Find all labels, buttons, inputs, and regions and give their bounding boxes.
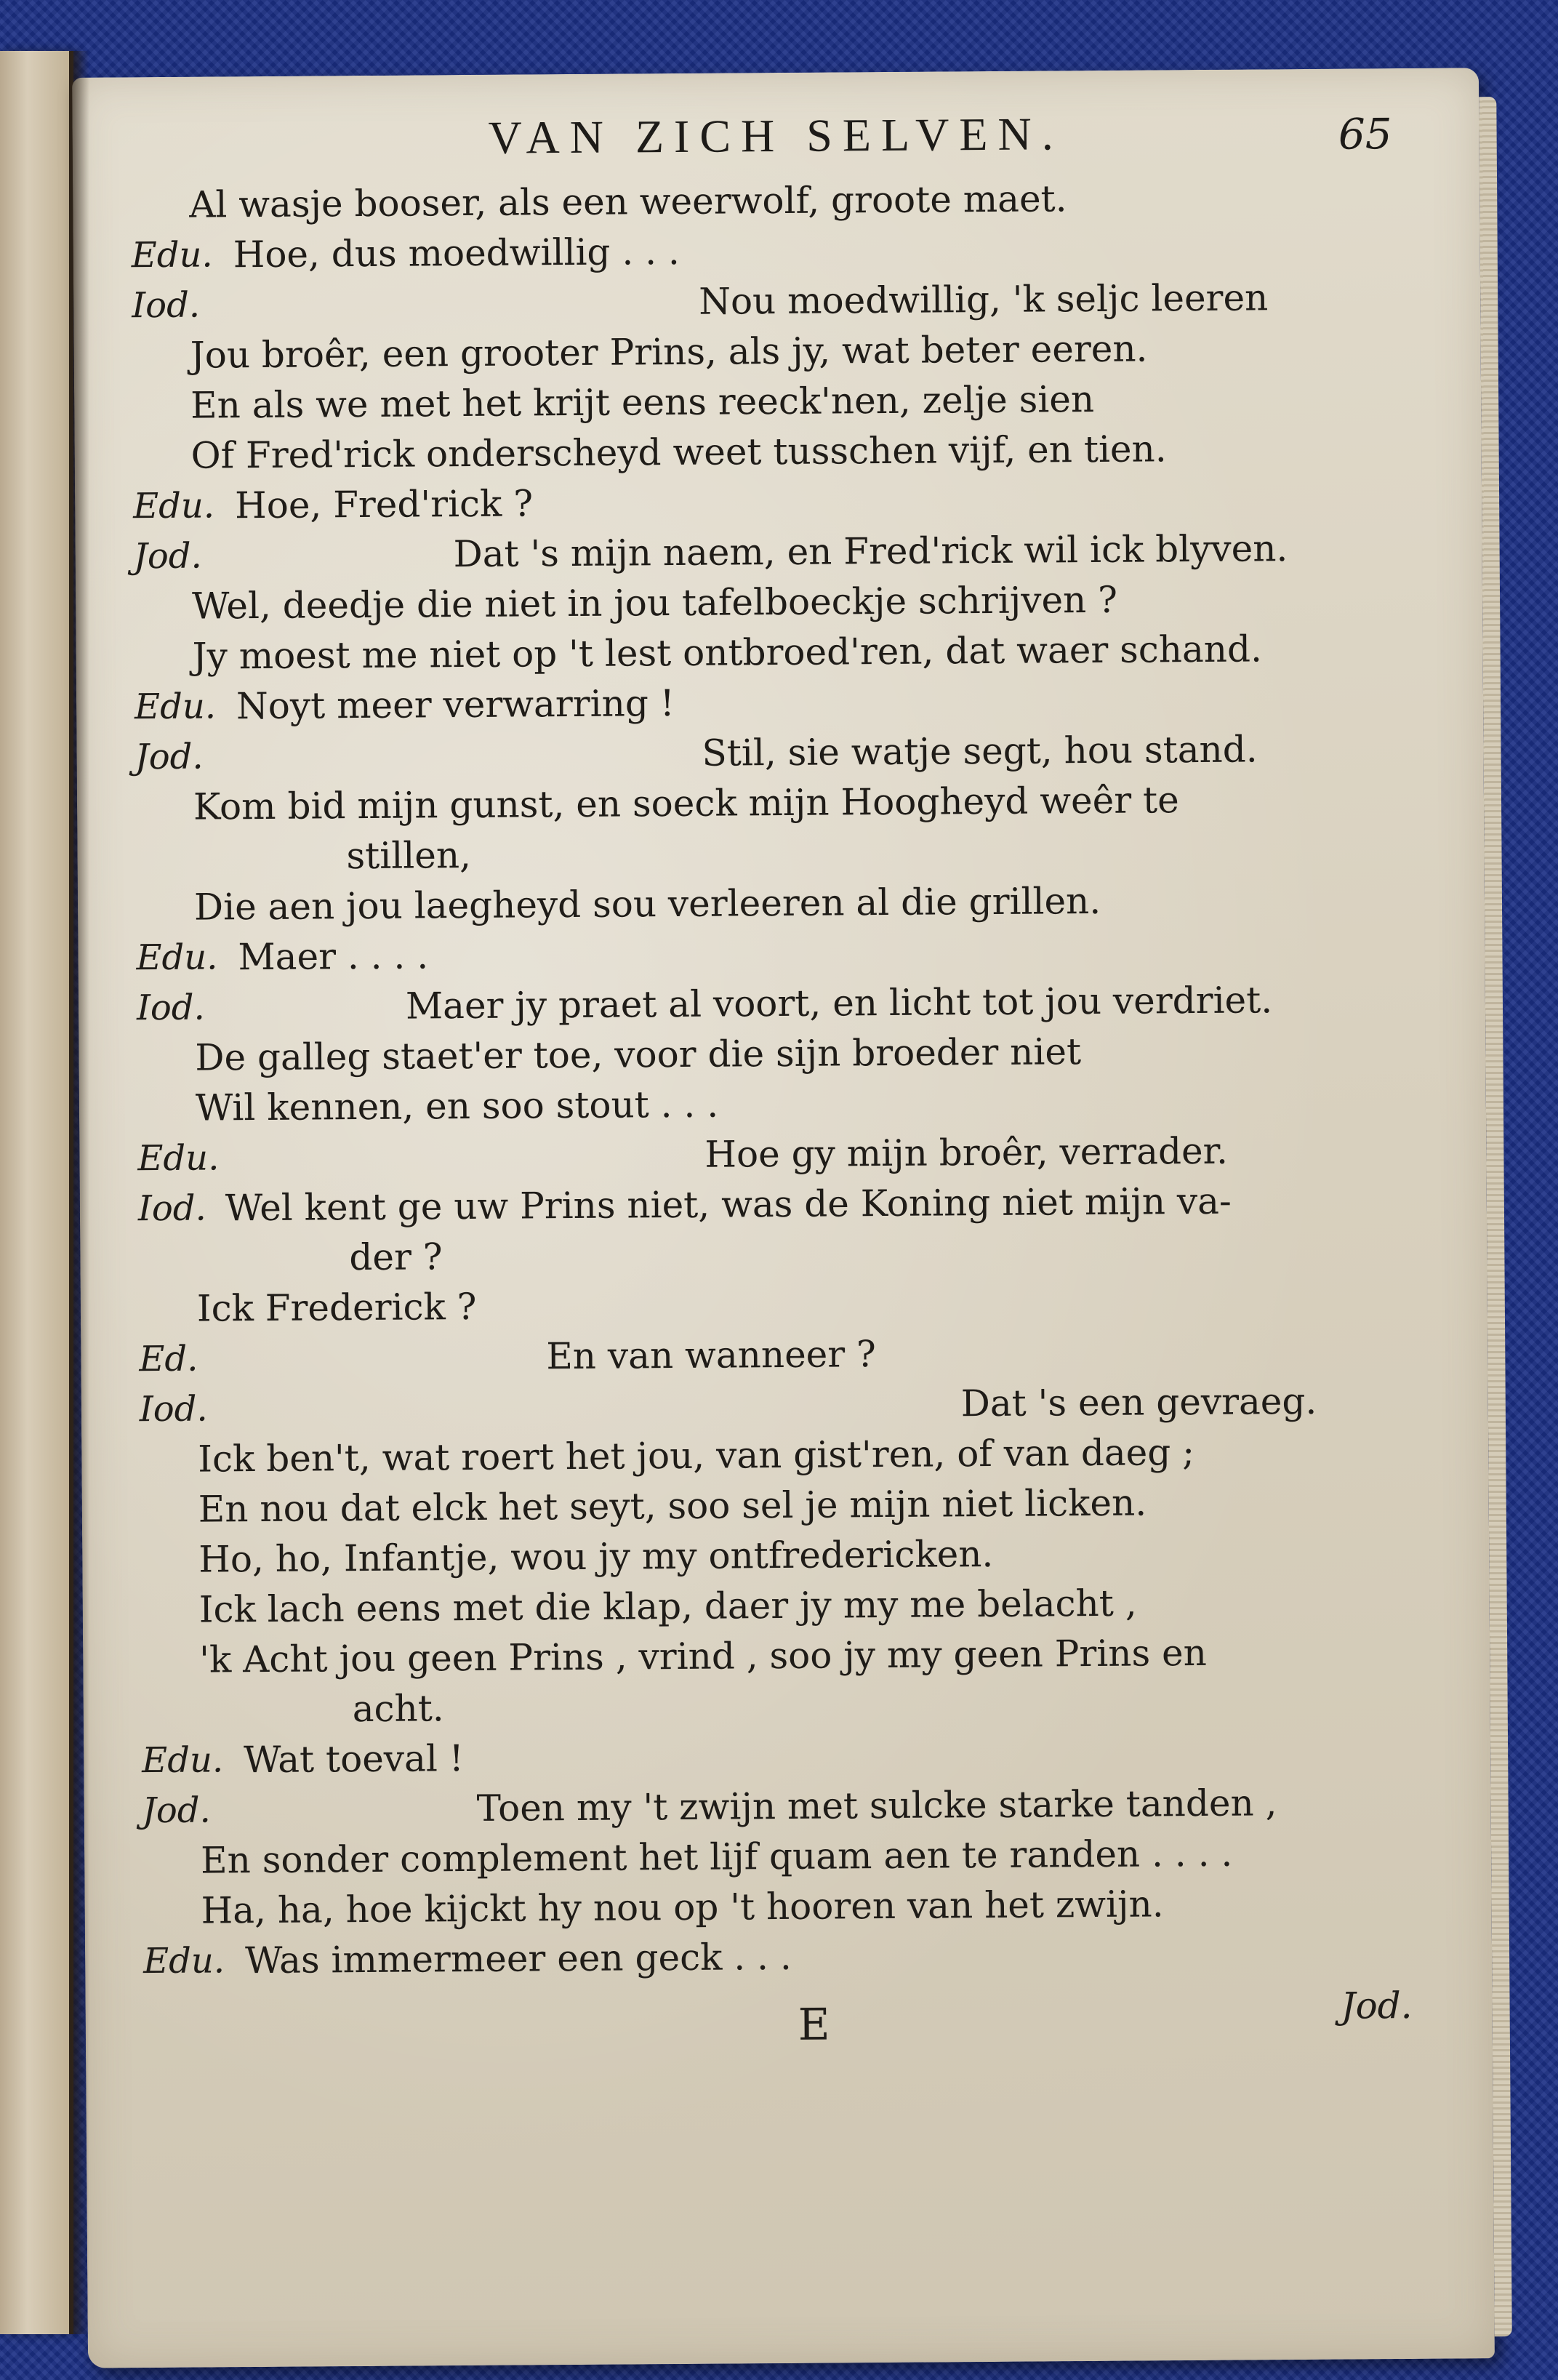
verse-text: Dat 's een gevraeg. <box>960 1379 1317 1425</box>
verse-text: Ick lach eens met die klap, daer jy my me belacht , <box>198 1582 1137 1631</box>
verse-line <box>139 1326 1389 1385</box>
verse-text: Wel, deedje die niet in jou tafelboeckje schrijven ? <box>191 578 1118 628</box>
verse-text: Noyt meer verwarring ! <box>236 682 675 728</box>
speaker-label: Jod. <box>142 1790 211 1832</box>
verse-line <box>140 1426 1390 1485</box>
verse-text: Jou broêr, een grooter Prins, als jy, wat beter eeren. <box>190 327 1148 377</box>
verse-line <box>138 1175 1389 1234</box>
page-number: 65 <box>1338 109 1392 159</box>
play-text <box>131 172 1394 1987</box>
verse-line <box>141 1627 1392 1686</box>
verse-text: Nou moedwillig, 'k seljc leeren <box>698 276 1269 323</box>
verse-line <box>132 372 1383 431</box>
verse-line <box>142 1878 1393 1936</box>
speaker-label: Iod. <box>137 1187 206 1230</box>
verse-line <box>137 1125 1388 1184</box>
book-gutter <box>69 51 89 2334</box>
verse-text: Wel kent ge uw Prins niet, was de Koning niet mijn va- <box>225 1179 1232 1230</box>
verse-text: En sonder complement het lijf quam aen te randen . . . . <box>200 1832 1233 1882</box>
verse-line <box>134 573 1384 632</box>
speaker-label: Edu. <box>141 1739 224 1782</box>
verse-line <box>140 1526 1391 1585</box>
verse-text: Kom bid mijn gunst, en soeck mijn Hoogheyd weêr te <box>193 779 1179 828</box>
speaker-label: Edu. <box>142 1940 225 1982</box>
verse-text: De galleg staet'er toe, voor die sijn broeder niet <box>195 1030 1082 1079</box>
verse-text: Was immermeer een geck . . . <box>244 1935 792 1982</box>
verse-line <box>141 1576 1392 1635</box>
signature-mark: E <box>798 1999 830 2051</box>
verse-text: Hoe, dus moedwillig . . . <box>233 230 680 276</box>
verse-line <box>139 1275 1389 1334</box>
verse-line <box>133 473 1384 532</box>
verse-line <box>132 322 1382 381</box>
verse-text: Maer . . . . <box>238 934 429 979</box>
speaker-label: Edu. <box>137 1137 220 1179</box>
page-stack-edge <box>1479 97 1512 2336</box>
speaker-label: Edu. <box>136 937 218 979</box>
verse-text: Jy moest me niet op 't lest ontbroed'ren, dat waer schand. <box>192 628 1263 678</box>
speaker-label: Iod. <box>139 1388 208 1430</box>
speaker-label: Iod. <box>136 987 205 1029</box>
verse-line <box>136 874 1386 933</box>
verse-line <box>138 1225 1389 1284</box>
verse-line <box>142 1827 1393 1886</box>
verse-text: En als we met het krijt eens reeck'nen, zelje sien <box>190 377 1095 427</box>
turnover-text: stillen, <box>346 833 472 878</box>
verse-text: Wil kennen, en soo stout . . . <box>195 1083 719 1129</box>
speaker-label: Iod. <box>132 284 201 326</box>
verse-line <box>134 673 1385 732</box>
verse-text: Ho, ho, Infantje, wou jy my ontfredericken. <box>198 1532 994 1581</box>
verse-line <box>134 623 1384 682</box>
verse-line <box>132 272 1382 331</box>
verse-line <box>136 924 1386 983</box>
verse-line <box>142 1727 1392 1786</box>
verse-text: Ick ben't, wat roert het jou, van gist'ren, of van daeg ; <box>198 1431 1195 1481</box>
verse-line <box>133 523 1384 582</box>
verse-text: Ha, ha, hoe kijckt hy nou op 't hooren van het zwijn. <box>201 1883 1164 1932</box>
verse-line <box>135 824 1386 883</box>
verse-text: Maer jy praet al voort, en licht tot jou verdriet. <box>405 979 1273 1027</box>
verse-line <box>134 724 1385 782</box>
turnover-text: der ? <box>349 1235 443 1279</box>
verse-text: Hoe gy mijn broêr, verrader. <box>704 1129 1229 1176</box>
verse-text: Hoe, Fred'rick ? <box>234 482 534 527</box>
verse-line <box>135 774 1386 833</box>
verse-text: Stil, sie watje segt, hou stand. <box>702 728 1258 774</box>
verse-line <box>143 1928 1394 1987</box>
speaker-label: Ed. <box>139 1338 198 1380</box>
verse-text: En nou dat elck het seyt, soo sel je mijn niet licken. <box>198 1481 1147 1531</box>
verse-line <box>137 1025 1387 1083</box>
facing-page-edge <box>0 51 73 2334</box>
speaker-label: Jod. <box>134 736 204 778</box>
speaker-label: Edu. <box>131 234 213 276</box>
verse-line <box>142 1777 1392 1836</box>
catchword: Jod. <box>1341 1984 1413 2027</box>
turnover-text: acht. <box>352 1687 444 1731</box>
verse-line <box>140 1376 1390 1435</box>
verse-text: Die aen jou laegheyd sou verleeren al die grillen. <box>193 879 1101 929</box>
speaker-label: Edu. <box>134 686 217 728</box>
verse-line <box>131 222 1381 281</box>
verse-text: Wat toeval ! <box>243 1737 465 1782</box>
verse-text: Ick Frederick ? <box>196 1285 477 1330</box>
verse-text: 'k Acht jou geen Prins , vrind , soo jy my geen Prins en <box>199 1631 1208 1681</box>
verse-line <box>131 172 1381 231</box>
verse-text: Dat 's mijn naem, en Fred'rick wil ick blyven. <box>453 527 1288 576</box>
verse-line <box>137 974 1387 1033</box>
speaker-label: Edu. <box>132 485 215 527</box>
verse-text: Al wasje booser, als een weerwolf, groote maet. <box>189 177 1067 226</box>
speaker-label: Jod. <box>133 535 202 577</box>
verse-line <box>132 422 1383 481</box>
verse-text: En van wanneer ? <box>546 1333 877 1378</box>
book-page <box>72 68 1495 2368</box>
verse-text: Of Fred'rick onderscheyd weet tusschen vijf, en tien. <box>190 428 1167 477</box>
verse-line <box>137 1075 1388 1134</box>
verse-line <box>140 1476 1391 1535</box>
verse-text: Toen my 't zwijn met sulcke starke tanden , <box>476 1782 1277 1830</box>
verse-line <box>141 1677 1392 1736</box>
running-head: VAN ZICH SELVEN. <box>488 108 1064 164</box>
